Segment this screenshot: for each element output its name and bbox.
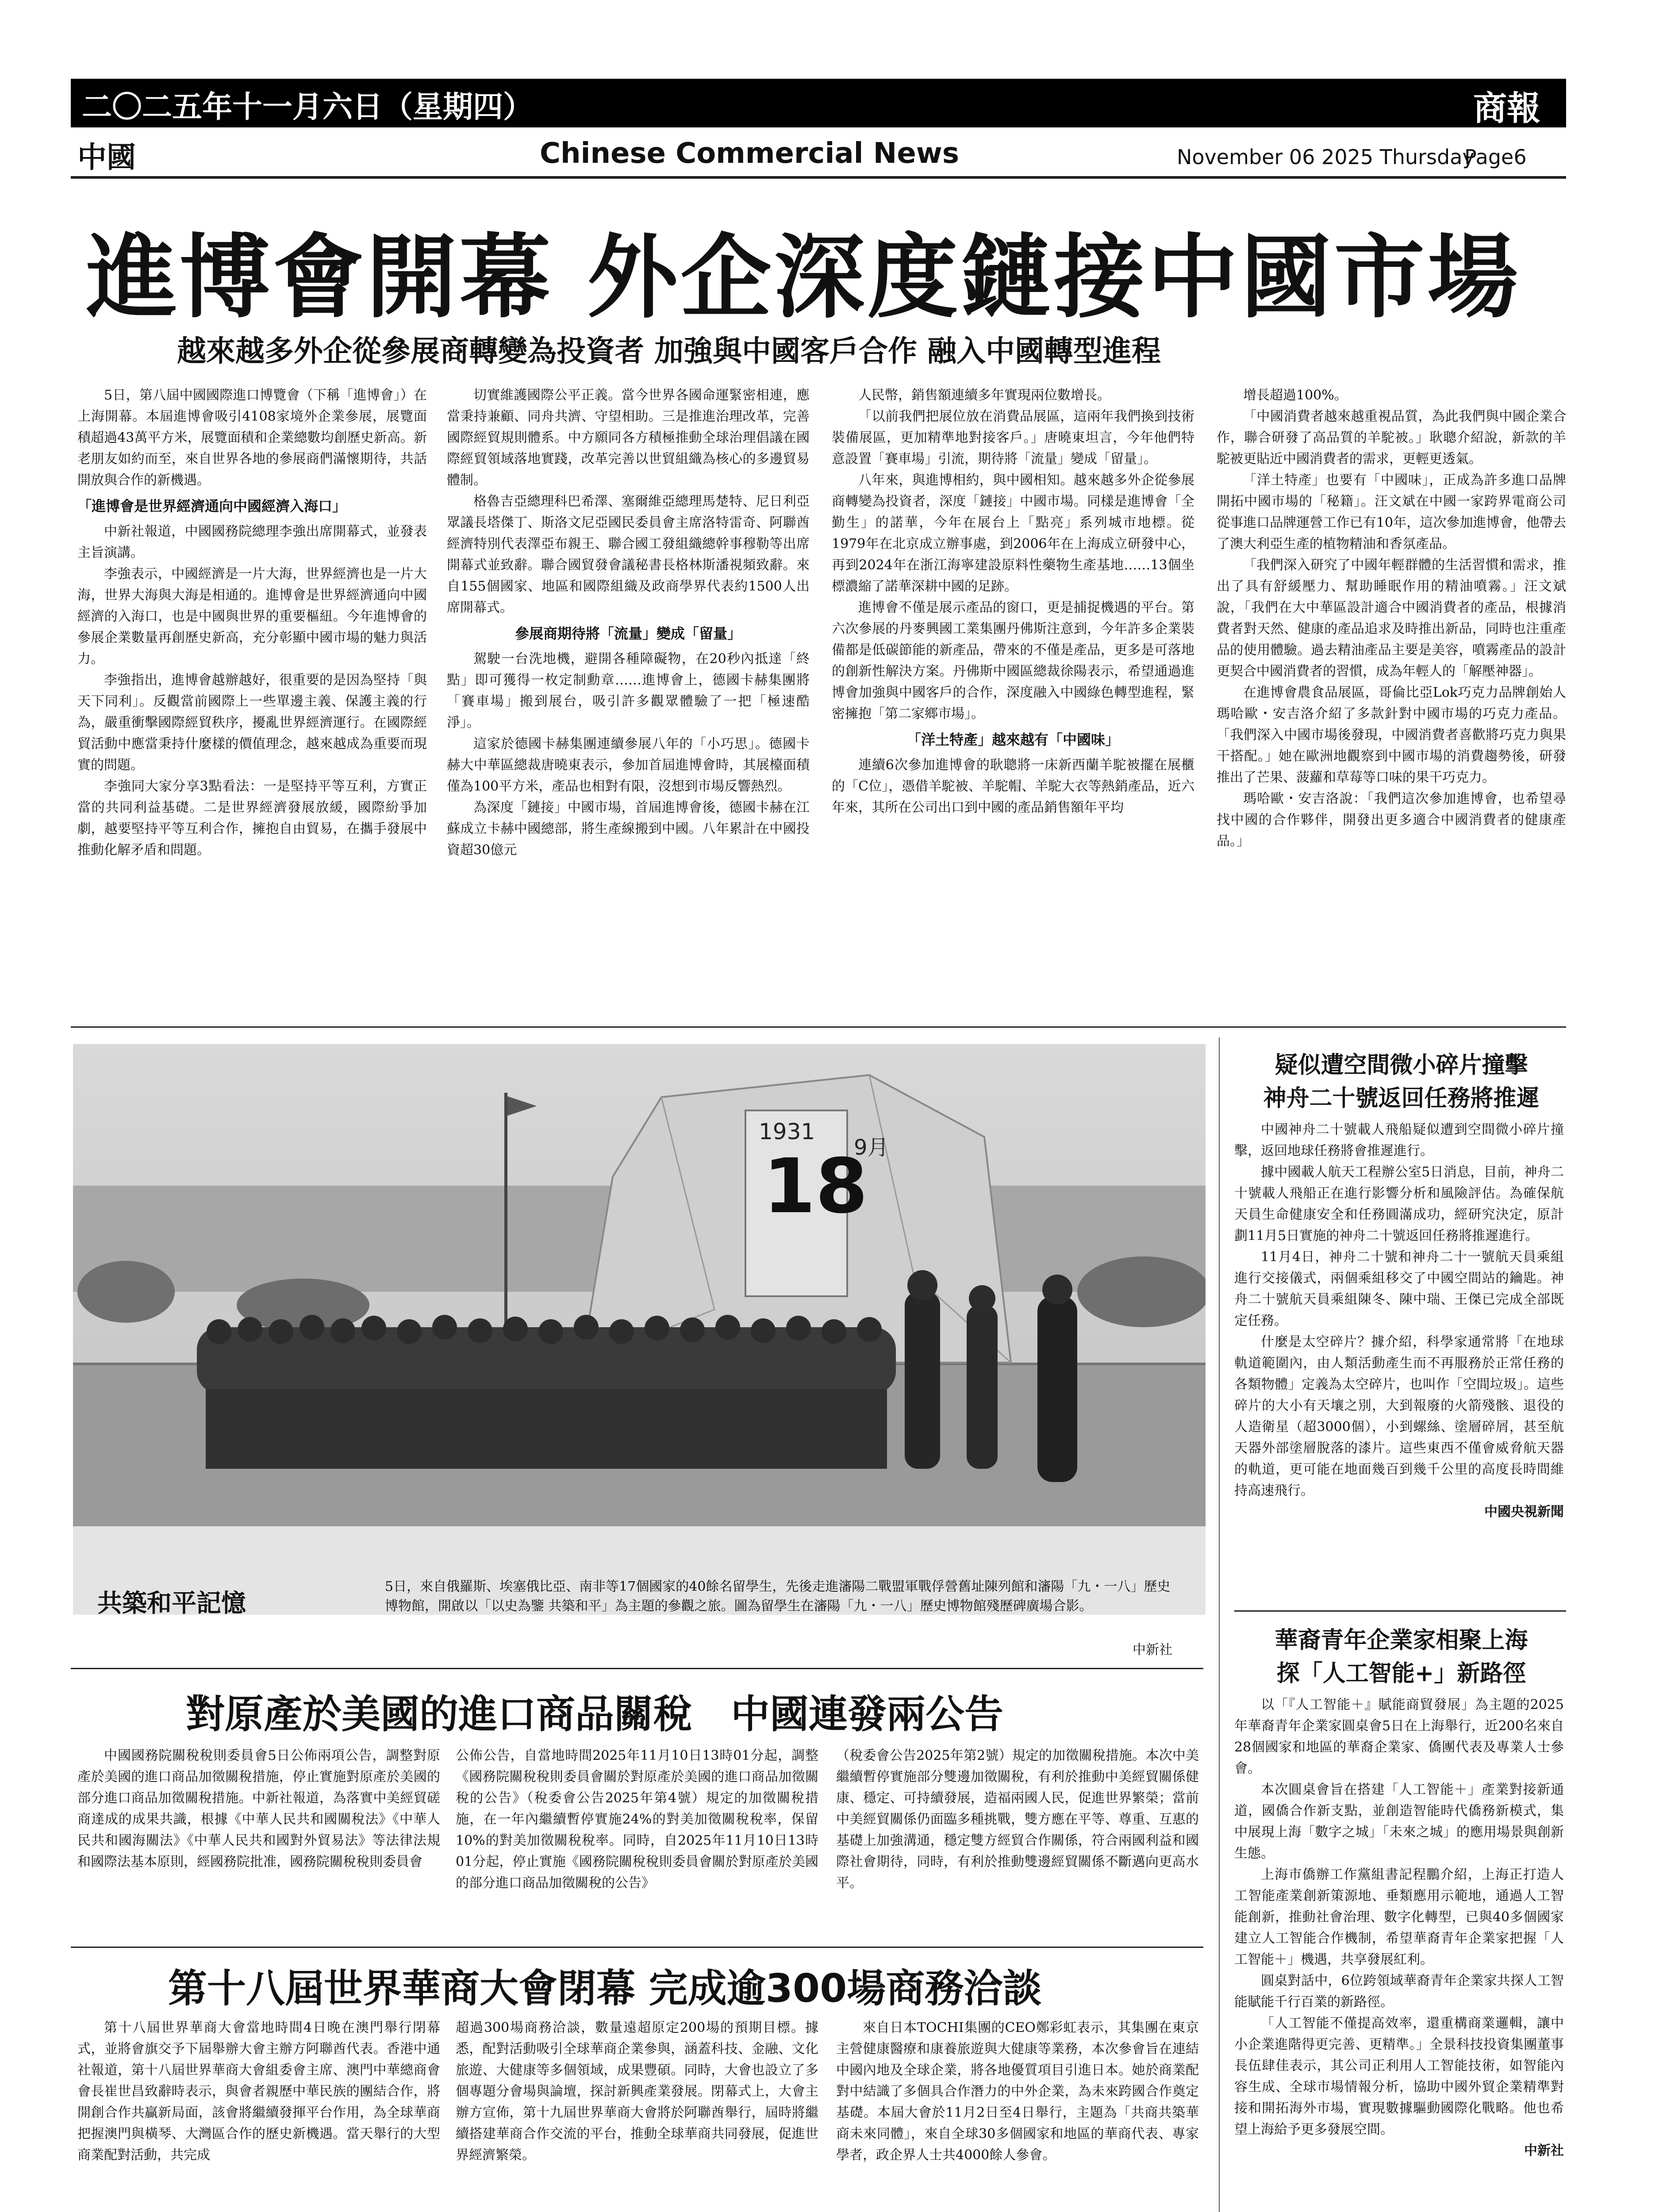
world-chinese-column-1	[77, 2017, 440, 2166]
tariff-paragraph: 公佈公告，自當地時間2025年11月10日13時01分起，調整《國務院關稅稅則委員會關於對原產於美國的進口商品加徵關稅的公告》（稅委會公告2025年第4號）規定的加徵關稅措施，在一年內繼續暫停實施24%的對美加徵關稅稅率，保留10%的對美加徵關稅稅率。同時，自2025年11月10日13時01分起，停止實施《國務院關稅稅則委員會關於對原產於美國的部分進口商品加徵關稅的公告》	[456, 1748, 818, 1891]
world-chinese-paragraph: 超過300場商務洽談，數量遠超原定200場的預期目標。據悉，配對活動吸引全球華商企業參與，涵蓋科技、金融、文化旅遊、大健康等多個領域，成果豐碩。同時，大會也設立了多個專題分會場與論壇，探討新興產業發展。閉幕式上，大會主辦方宣佈，第十九屆世界華商大會將於阿聯酋舉行，屆時將繼續搭建華商合作交流的平台，推動全球華商共同發展，促進世界經濟繁榮。	[456, 2020, 818, 2163]
lead-column-2	[447, 385, 810, 861]
lead-paragraph: 連續6次參加進博會的耿聰將一床新西蘭羊駝被擺在展櫃的「C位」，憑借羊駝被、羊駝帽、羊駝大衣等熱銷產品，近六年來，其所在公司出口到中國的產品銷售額年平均	[832, 757, 1194, 815]
youth-paragraph: 以「『人工智能＋』賦能商貿發展」為主題的2025年華裔青年企業家圓桌會5日在上海舉行，近200名來自28個國家和地區的華裔企業家、僑團代表及專業人士參會。	[1234, 1697, 1564, 1776]
lead-paragraph: 李強表示，中國經濟是一片大海，世界經濟也是一片大海，世界大海與大海是相通的。進博會是世界經濟通向中國經濟的入海口，也是中國與世界的重要樞紐。今年進博會的參展企業數量再創歷史新高，充分彰顯中國市場的魅力與活力。	[77, 566, 427, 667]
photo-caption-text: 5日，來自俄羅斯、埃塞俄比亞、南非等17個國家的40餘名留學生，先後走進瀋陽二戰盟軍戰俘營舊址陳列館和瀋陽「九・一八」歷史博物館，開啟以「以史為鑒 共築和平」為主題的參觀之旅。圖為留學生在瀋陽「九・一八」歷史博物館殘歷碑廣場合影。	[385, 1579, 1171, 1614]
lead-paragraph: 八年來，與進博相約，與中國相知。越來越多外企從參展商轉變為投資者，深度「鏈接」中國市場。同樣是進博會「全勤生」的諾華，今年在展台上「點亮」系列城市地標。從1979年在北京成立辦事處，到2006年在上海成立研發中心，再到2024年在浙江海寧建設原料性藥物生產基地……13個坐標濃縮了諾華深耕中國的足跡。	[832, 472, 1194, 594]
space-headline-1: 疑似遭空間微小碎片撞擊	[1275, 1052, 1528, 1079]
lead-paragraph: 中新社報道，中國國務院總理李強出席開幕式，並發表主旨演講。	[77, 524, 427, 561]
space-paragraph: 11月4日，神舟二十號和神舟二十一號航天員乘組進行交接儀式，兩個乘組移交了中國空間站的鑰匙。神舟二十號航天員乘組陳冬、陳中瑞、王傑已完成全部既定任務。	[1234, 1249, 1564, 1329]
space-credit: 中國央視新聞	[1484, 1504, 1564, 1520]
lead-paragraph: 「中國消費者越來越重視品質，為此我們與中國企業合作，聯合研發了高品質的羊駝被。」耿聰介紹說，新款的羊駝被更貼近中國消費者的需求，更輕更透氣。	[1217, 409, 1566, 467]
photo-caption	[385, 1577, 1181, 1616]
section-rule	[71, 1026, 1566, 1028]
youth-paragraph: 本次圓桌會旨在搭建「人工智能＋」產業對接新通道，國僑合作新支點，並創造智能時代僑務新模式，集中展現上海「數字之城」「未來之城」的應用場景與創新生態。	[1234, 1782, 1564, 1861]
lead-subheading: 參展商期待將「流量」變成「留量」	[515, 625, 741, 642]
lead-paragraph: 格魯吉亞總理科巴希澤、塞爾維亞總理馬楚特、尼日利亞眾議長塔傑丁、斯洛文尼亞國民委員會主席洛特雷奇、阿聯酋經濟特別代表澤亞布親王、聯合國工發組織總幹事穆勒等出席開幕式並致辭。聯合國貿發會議秘書長格林斯潘視頻致辭。來自155個國家、地區和國際組織及政商學界代表約1500人出席開幕式。	[447, 494, 810, 615]
monument-year: 1931	[759, 1119, 815, 1144]
tariff-paragraph: 中國國務院關稅稅則委員會5日公佈兩項公告，調整對原產於美國的進口商品加徵關稅措施，停止實施對原產於美國的部分進口商品加徵關稅措施。中新社報道，為落實中美經貿磋商達成的成果共識，根據《中華人民共和國關稅法》《中華人民共和國海關法》《中華人民共和國對外貿易法》等法律法規和國際法基本原則，經國務院批准，國務院關稅稅則委員會	[77, 1748, 440, 1870]
photo-credit: 中新社	[1133, 1642, 1172, 1658]
space-article-body	[1234, 1119, 1564, 1523]
youth-paragraph: 上海市僑辦工作黨組書記程鵬介紹，上海正打造人工智能產業創新策源地、垂類應用示範地，通過人工智能創新，推動社會治理、數字化轉型，已與40多個國家建立人工智能合作機制，希望華裔青年企業家把握「人工智能＋」機遇，共享發展紅利。	[1234, 1867, 1564, 1967]
news-photo	[73, 1044, 1206, 1615]
lead-subheading: 「洋土特產」越來越有「中國味」	[906, 731, 1119, 748]
lead-headline: 進博會開幕 外企深度鏈接中國市場	[86, 225, 1521, 330]
page-number: Page6	[1464, 145, 1527, 169]
lead-paragraph: 這家於德國卡赫集團連續參展八年的「小巧思」。德國卡赫大中華區總裁唐曉東表示，參加首屆進博會時，其展檯面積僅為100平方米，產品也相對有限，沒想到市場反響熱烈。	[447, 736, 810, 794]
masthead-date-zh: 二〇二五年十一月六日（星期四）	[82, 89, 534, 125]
world-chinese-column-2	[456, 2017, 818, 2166]
world-chinese-paragraph: 來自日本TOCHI集團的CEO鄭彩虹表示，其集團在東京主營健康醫療和康養旅遊與大健康等業務，本次參會旨在連結中國內地及全球企業，將各地優質項目引進日本。她於商業配對中結識了多個具合作潛力的中外企業，為未來跨國合作奠定基礎。本屆大會於11月2日至4日舉行，主題為「共商共築華商未來同體」，來自全球30多個國家和地區的華商代表、專家學者，政企界人士共4000餘人參會。	[836, 2020, 1199, 2163]
tariff-headline: 對原產於美國的進口商品關稅 中國連發兩公告	[186, 1691, 1004, 1737]
section-rule	[1234, 1610, 1566, 1612]
lead-subhead: 越來越多外企從參展商轉變為投資者 加強與中國客戶合作 融入中國轉型進程	[177, 334, 1161, 368]
masthead-paper-zh: 商報	[1473, 88, 1540, 128]
issue-date-en: November 06 2025 Thursday	[1177, 145, 1475, 169]
column-rule	[1219, 1037, 1220, 2212]
section-rule	[71, 1947, 1203, 1948]
lead-subheading: 「進博會是世界經濟通向中國經濟入海口」	[77, 498, 347, 515]
lead-column-3	[832, 385, 1194, 818]
tariff-column-1	[77, 1745, 440, 1873]
masthead-rule	[71, 176, 1566, 179]
space-paragraph: 據中國載人航天工程辦公室5日消息，目前，神舟二十號載人飛船正在進行影響分析和風險評估。為確保航天員生命健康安全和任務圓滿成功，經研究決定，原計劃11月5日實施的神舟二十號返回任務將推遲進行。	[1234, 1164, 1564, 1244]
space-headline-2: 神舟二十號返回任務將推遲	[1263, 1085, 1540, 1112]
monument-number: 18	[763, 1143, 868, 1230]
tariff-column-2	[456, 1745, 818, 1894]
lead-paragraph: 「我們深入研究了中國年輕群體的生活習慣和需求，推出了具有舒緩壓力、幫助睡眠作用的精油噴霧。」汪文斌說，「我們在大中華區設計適合中國消費者的產品，根據消費者對天然、健康的產品追求及時推出新品，同時也注重產品的使用體驗。過去精油產品主要是美容，噴霧產品的設計更契合中國消費者的習慣，成為年輕人的「解壓神器」。	[1217, 557, 1566, 679]
youth-headline-2: 探「人工智能+」新路徑	[1276, 1660, 1526, 1687]
photo-label: 共築和平記憶	[97, 1589, 246, 1618]
lead-paragraph: 瑪哈歐・安吉洛說：「我們這次參加進博會，也希望尋找中國的合作夥伴，開發出更多適合中國消費者的健康產品。」	[1217, 791, 1566, 849]
youth-paragraph: 圓桌對話中，6位跨領域華裔青年企業家共探人工智能賦能千行百業的新路徑。	[1234, 1973, 1564, 2010]
world-chinese-paragraph: 第十八屆世界華商大會當地時間4日晚在澳門舉行閉幕式，並將會旗交予下屆舉辦大會主辦方阿聯酋代表。香港中通社報道，第十八屆世界華商大會組委會主席、澳門中華總商會會長崔世昌致辭時表示，與會者親歷中華民族的團結合作，將開創合作共贏新局面，該會將繼續發揮平台作用，為全球華商把握澳門與橫琴、大灣區合作的歷史新機遇。當天舉行的大型商業配對活動，共完成	[77, 2020, 440, 2163]
lead-column-4	[1217, 385, 1566, 852]
lead-paragraph: 「以前我們把展位放在消費品展區，這兩年我們換到技術裝備展區，更加精準地對接客戶。」唐曉東坦言，今年他們特意設置「賽車場」引流，期待將「流量」變成「留量」。	[832, 409, 1194, 467]
lead-column-1	[77, 385, 427, 861]
lead-paragraph: 5日，第八屆中國國際進口博覽會（下稱「進博會」）在上海開幕。本屆進博會吸引4108家境外企業參展，展覽面積超過43萬平方米，展覽面積和企業總數均創歷史新高。新老朋友如約而至，來自世界各地的參展商們滿懷期待，共話開放與合作的新機遇。	[77, 388, 427, 488]
youth-headline-1: 華裔青年企業家相聚上海	[1275, 1627, 1528, 1654]
tariff-paragraph: （稅委會公告2025年第2號）規定的加徵關稅措施。本次中美繼續暫停實施部分雙邊加徵關稅，有利於推動中美經貿關係健康、穩定、可持續發展，造福兩國人民，促進世界繁榮；當前中美經貿關係仍面臨多種挑戰，雙方應在平等、尊重、互惠的基礎上加強溝通，穩定雙方經貿合作關係，符合兩國利益和國際社會期待，同時，有利於推動雙邊經貿關係不斷邁向更高水平。	[836, 1748, 1199, 1891]
lead-paragraph: 李強同大家分享3點看法：一是堅持平等互利，方實正當的共同利益基礎。二是世界經濟發展放緩，國際紛爭加劇，越要堅持平等互利合作，擁抱自由貿易，在攜手發展中推動化解矛盾和問題。	[77, 779, 427, 858]
lead-paragraph: 切實維護國際公平正義。當今世界各國命運緊密相連，應當秉持兼顧、同舟共濟、守望相助。三是推進治理改革，完善國際經貿規則體系。中方願同各方積極推動全球治理倡議在國際經貿領域落地實踐，改革完善以世貿組織為核心的多邊貿易體制。	[447, 388, 810, 488]
tariff-column-3	[836, 1745, 1199, 1894]
youth-article-body	[1234, 1694, 1564, 2162]
lead-paragraph: 李強指出，進博會越辦越好，很重要的是因為堅持「與天下同利」。反觀當前國際上一些單邊主義、保護主義的行為，嚴重衝擊國際經貿秩序，擾亂世界經濟運行。在國際經貿活動中應當秉持什麼樣的價值理念，越來越成為重要而現實的問題。	[77, 672, 427, 773]
paper-name-en: Chinese Commercial News	[540, 137, 959, 170]
lead-paragraph: 進博會不僅是展示產品的窗口，更是捕捉機遇的平台。第六次參展的丹麥興國工業集團丹佛斯注意到，今年許多企業裝備都是低碳節能的新產品，帶來的不僅是產品，更多是可落地的創新性解決方案。丹佛斯中國區總裁徐陽表示，希望通過進博會加強與中國客戶的合作，深度融入中國綠色轉型進程，緊密擁抱「第二家鄉市場」。	[832, 600, 1194, 722]
monument-month: 9月	[854, 1135, 889, 1160]
world-chinese-column-3	[836, 2017, 1199, 2166]
youth-credit: 中新社	[1524, 2143, 1564, 2158]
lead-paragraph: 增長超過100%。	[1243, 388, 1348, 403]
section-name: 中國	[77, 140, 136, 174]
lead-paragraph: 在進博會農食品展區，哥倫比亞Lok巧克力品牌創始人瑪哈歐・安吉洛介紹了多款針對中國市場的巧克力產品。「我們深入中國市場後發現，中國消費者喜歡將巧克力與果干搭配。」她在歐洲地觀察到中國市場的消費趨勢後，研發推出了芒果、菠蘿和草莓等口味的果干巧克力。	[1217, 685, 1566, 785]
space-paragraph: 什麼是太空碎片？據介紹，科學家通常將「在地球軌道範圍內，由人類活動產生而不再服務於正常任務的各類物體」定義為太空碎片，也叫作「空間垃圾」。這些碎片的大小有天壤之別，大到報廢的火箭殘骸、退役的人造衛星（超3000個），小到螺絲、塗層碎屑，甚至航天器外部塗層脫落的漆片。這些東西不僅會威脅航天器的軌道，更可能在地面幾百到幾千公里的高度長時間維持高速飛行。	[1234, 1334, 1564, 1498]
section-rule	[71, 1668, 1203, 1669]
lead-paragraph: 人民幣，銷售額連續多年實現兩位數增長。	[858, 388, 1110, 403]
space-paragraph: 中國神舟二十號載人飛船疑似遭到空間微小碎片撞擊，返回地球任務將會推遲進行。	[1234, 1122, 1564, 1159]
lead-paragraph: 「洋土特產」也要有「中國味」，正成為許多進口品牌開拓中國市場的「秘籍」。汪文斌在中國一家跨界電商公司從事進口品牌運營工作已有10年，這次參加進博會，他帶去了澳大利亞生產的植物精油和香氛產品。	[1217, 472, 1566, 552]
lead-paragraph: 為深度「鏈接」中國市場，首屆進博會後，德國卡赫在江蘇成立卡赫中國總部，將生產線搬到中國。八年累計在中國投資超30億元	[447, 800, 810, 858]
lead-paragraph: 駕駛一台洗地機，避開各種障礙物，在20秒內抵達「終點」即可獲得一枚定制勳章……進博會上，德國卡赫集團將「賽車場」搬到展台，吸引許多觀眾體驗了一把「極速酷淨」。	[447, 651, 810, 730]
youth-paragraph: 「人工智能不僅提高效率，還重構商業邏輯，讓中小企業進階得更完善、更精準。」全景科技投資集團董事長伍肆佳表示，其公司正利用人工智能技術，如智能內容生成、全球市場情報分析，協助中國外貿企業精準對接和開拓海外市場，實現數據驅動國際化戰略。他也希望上海給予更多發展空間。	[1234, 2016, 1564, 2137]
world-chinese-headline: 第十八屆世界華商大會閉幕 完成逾300場商務洽談	[168, 1966, 1042, 2011]
